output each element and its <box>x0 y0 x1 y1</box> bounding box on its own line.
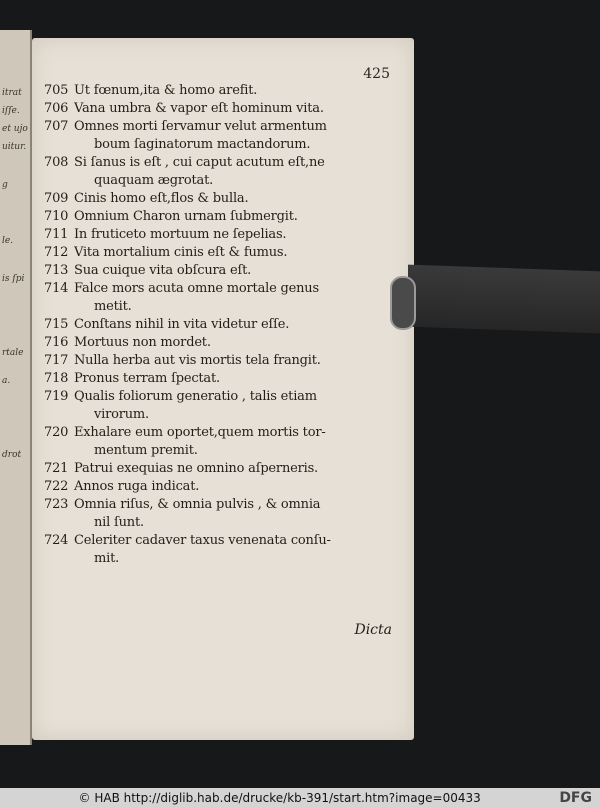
proverb-entry <box>44 316 374 334</box>
proverb-number: 707 <box>44 119 69 134</box>
proverb-text-block <box>74 478 374 496</box>
proverb-text-block <box>74 208 374 226</box>
proverb-number: 710 <box>44 209 69 224</box>
proverb-text: In fruticeto mortuum ne ſepelias. <box>74 227 287 242</box>
proverb-entry <box>44 334 374 352</box>
left-page-fragment: uitur. <box>2 142 27 152</box>
proverb-entry <box>44 118 374 154</box>
proverb-entry <box>44 352 374 370</box>
proverb-text-block <box>74 388 374 424</box>
proverb-entry <box>44 226 374 244</box>
proverb-text-block <box>74 370 374 388</box>
proverb-text: Vita mortalium cinis eſt & fumus. <box>74 245 288 260</box>
proverb-continuation: mit. <box>94 551 120 566</box>
catchword: Dicta <box>354 622 392 638</box>
left-page-fragment: drot <box>2 450 22 460</box>
proverb-entry <box>44 496 374 532</box>
proverb-text-block <box>74 532 374 568</box>
proverb-text: Falce mors acuta omne mortale genus <box>74 281 319 296</box>
proverb-text: Omnium Charon urnam ſubmergit. <box>74 209 298 224</box>
left-page-fragment: rtale <box>2 348 24 358</box>
proverb-text: Sua cuique vita obſcura eſt. <box>74 263 252 278</box>
proverb-entry <box>44 208 374 226</box>
proverb-entry <box>44 424 374 460</box>
proverb-number: 716 <box>44 335 69 350</box>
proverb-entry <box>44 280 374 316</box>
proverb-continuation: nil ſunt. <box>94 515 144 530</box>
footer-bar <box>0 788 600 808</box>
page-number: 425 <box>363 66 390 82</box>
left-facing-page <box>0 30 32 745</box>
proverb-text-block <box>74 334 374 352</box>
left-page-fragment: le. <box>2 236 14 246</box>
proverb-text-block <box>74 118 374 154</box>
proverb-number: 722 <box>44 479 69 494</box>
proverb-continuation: quaquam ægrotat. <box>94 173 214 188</box>
proverb-number: 719 <box>44 389 69 404</box>
proverb-text: Omnia riſus, & omnia pulvis , & omnia <box>74 497 321 512</box>
proverb-text: Celeriter cadaver taxus venenata conſu- <box>74 533 331 548</box>
proverb-entry <box>44 262 374 280</box>
proverb-list <box>44 82 374 568</box>
left-page-fragment: iſſe. <box>2 106 20 116</box>
proverb-text: Ut fœnum,ita & homo arefit. <box>74 83 258 98</box>
proverb-number: 724 <box>44 533 69 548</box>
proverb-number: 715 <box>44 317 69 332</box>
proverb-text-block <box>74 316 374 334</box>
proverb-text: Patrui exequias ne omnino aſperneris. <box>74 461 318 476</box>
proverb-entry <box>44 82 374 100</box>
left-page-fragment: itrat <box>2 88 22 98</box>
proverb-entry <box>44 370 374 388</box>
paper-clip <box>390 276 416 330</box>
proverb-text: Si ſanus is eſt , cui caput acutum eſt,ne <box>74 155 325 170</box>
proverb-text: Qualis foliorum generatio , talis etiam <box>74 389 317 404</box>
bookmark-strip <box>408 265 600 334</box>
proverb-text-block <box>74 82 374 100</box>
proverb-text-block <box>74 244 374 262</box>
proverb-number: 714 <box>44 281 69 296</box>
proverb-text-block <box>74 190 374 208</box>
proverb-number: 717 <box>44 353 69 368</box>
proverb-entry <box>44 190 374 208</box>
proverb-text-block <box>74 280 374 316</box>
proverb-text: Annos ruga indicat. <box>74 479 200 494</box>
proverb-continuation: boum ſaginatorum mactandorum. <box>94 137 311 152</box>
proverb-continuation: mentum premit. <box>94 443 198 458</box>
proverb-text: Exhalare eum oportet,quem mortis tor- <box>74 425 326 440</box>
proverb-entry <box>44 388 374 424</box>
proverb-text-block <box>74 496 374 532</box>
proverb-text-block <box>74 352 374 370</box>
copyright-link[interactable]: © HAB http://diglib.hab.de/drucke/kb-391/start.htm?image=00433 <box>78 791 481 805</box>
proverb-entry <box>44 532 374 568</box>
proverb-text: Mortuus non mordet. <box>74 335 211 350</box>
proverb-number: 709 <box>44 191 69 206</box>
left-page-fragment: is ſpi <box>2 274 25 284</box>
proverb-number: 708 <box>44 155 69 170</box>
proverb-number: 705 <box>44 83 69 98</box>
proverb-text-block <box>74 460 374 478</box>
proverb-number: 720 <box>44 425 69 440</box>
proverb-text: Vana umbra & vapor eſt hominum vita. <box>74 101 324 116</box>
proverb-text-block <box>74 154 374 190</box>
proverb-entry <box>44 460 374 478</box>
proverb-number: 721 <box>44 461 69 476</box>
proverb-entry <box>44 154 374 190</box>
book-page <box>32 38 414 740</box>
left-page-fragment: et ujo <box>2 124 28 134</box>
proverb-text: Omnes morti ſervamur velut armentum <box>74 119 327 134</box>
proverb-number: 723 <box>44 497 69 512</box>
proverb-text: Pronus terram ſpectat. <box>74 371 220 386</box>
left-page-fragment: a. <box>2 376 11 386</box>
proverb-number: 712 <box>44 245 69 260</box>
proverb-number: 706 <box>44 101 69 116</box>
proverb-number: 718 <box>44 371 69 386</box>
proverb-number: 713 <box>44 263 69 278</box>
proverb-text: Conſtans nihil in vita videtur eſſe. <box>74 317 290 332</box>
proverb-text: Nulla herba aut vis mortis tela frangit. <box>74 353 321 368</box>
left-page-fragment: g <box>2 180 8 190</box>
proverb-text: Cinis homo eſt,flos & bulla. <box>74 191 249 206</box>
proverb-entry <box>44 478 374 496</box>
proverb-continuation: virorum. <box>94 407 149 422</box>
proverb-text-block <box>74 262 374 280</box>
proverb-entry <box>44 244 374 262</box>
proverb-entry <box>44 100 374 118</box>
proverb-number: 711 <box>44 227 69 242</box>
proverb-text-block <box>74 100 374 118</box>
proverb-continuation: metit. <box>94 299 132 314</box>
dfg-logo: DFG <box>559 790 592 806</box>
proverb-text-block <box>74 424 374 460</box>
proverb-text-block <box>74 226 374 244</box>
